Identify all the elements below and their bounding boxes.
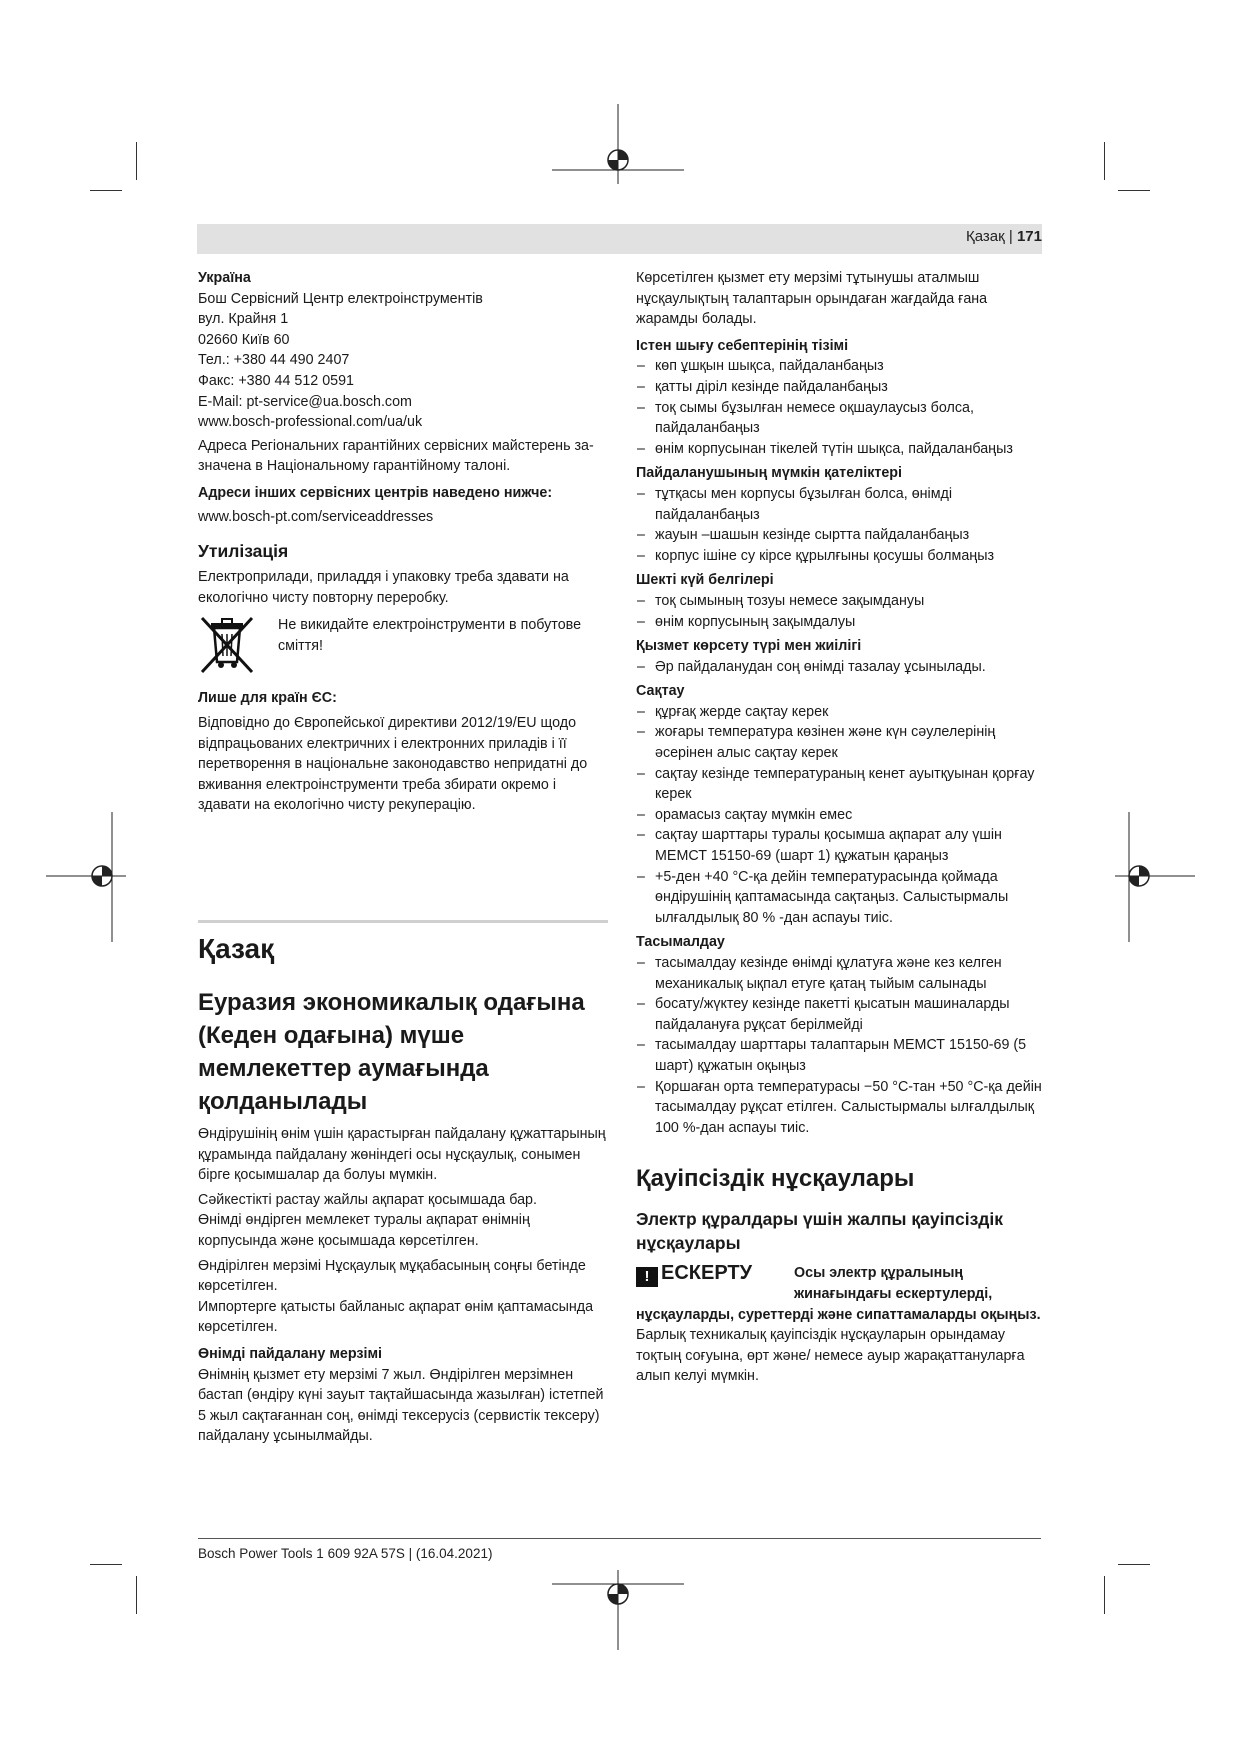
header-section: Қазақ [966,228,1005,245]
list-item: – орамасыз сақтау мүмкін емес [636,805,1046,826]
email-line: E-Mail: pt-service@ua.bosch.com [198,393,412,410]
list-item: – жоғары температура көзінен және күн сәулелерінің әсерінен алыс сақтау керек [636,722,1046,763]
disposal-title: Утилізація [198,541,289,562]
safety-title: Қауіпсіздік нұсқаулары [636,1165,915,1193]
ukraine-note: Адреса Регіональних гарантійних сервісних майстерень за- значена в Національному гарантійному талоні. [198,437,594,475]
list-item: – тоқ сымы бұзылған немесе оқшаулаусыз болса, пайдаланбаңыз [636,398,1046,439]
warning-bold-text: жинағындағы ескертулерді, [794,1285,993,1302]
list-item: – +5-ден +40 °C-қа дейін температурасында қоймада өндірушінің қаптамасында сақтаңыз. Салыстырмалы ылғалдылық 80 % -дан аспауы тиіс. [636,867,1046,929]
warning-text: Барлық техникалық қауіпсіздік нұсқауларын орындамау тоқтың соғуына, өрт және/ немесе ауыр жарақаттануларға алып келуі мүмкін. [636,1327,1025,1385]
list-item: – жауын –шашын кезінде сыртта пайдаланбаңыз [636,525,1046,546]
phone-line: Тел.: +380 44 490 2407 [198,352,350,369]
other-centers-url: www.bosch-pt.com/serviceaddresses [198,508,434,525]
limit-title: Шекті күй белгілері [636,572,774,589]
registration-mark-icon [46,812,126,942]
list-item: – Қоршаған орта температурасы −50 °C-тан +50 °C-қа дейін тасымалдау рұқсат етілген. Салыстырмалы ылғалдылық 100 %-дан аспауы тиіс. [636,1077,1046,1139]
eurasia-paragraph: Өнімді өндірген мемлекет туралы ақпарат өнімнің корпусында және қосымшада көрсетілген. [198,1212,530,1249]
footer-text: Bosch Power Tools 1 609 92A 57S | (16.04.2021) [198,1546,493,1561]
service-life-note: Көрсетілген қызмет ету мерзімі тұтынушы аталмыш нұсқаулықтың талаптарын орындаған жағдайда ғана жарамды болады. [636,270,988,328]
eurasia-title: Еуразия экономикалық одағына (Кеден одағына) мүше мемлекеттер аумағында қолданылады [198,989,585,1115]
eu-text: Відповідно до Європейської директиви 2012/19/EU щодо відпрацьованих електричних і електронних приладів і її перетворення в національне законодавство непридатні до вживання електроінструменти треба збирати окремо і здавати на екологічно чисту рекуперацію. [198,714,588,814]
ukraine-title: Україна [198,270,251,286]
list-item: – Әр пайдаланудан соң өнімді тазалау ұсынылады. [636,657,1046,678]
kazakh-title: Қазақ [198,933,275,964]
registration-mark-icon [552,1570,688,1650]
list-item: – тұтқасы мен корпусы бұзылған болса, өнімді пайдаланбаңыз [636,484,1046,525]
footer-rule [198,1538,1041,1539]
eurasia-paragraph: Импортерге қатысты байланыс ақпарат өнім қаптамасында көрсетілген. [198,1298,594,1336]
left-column-kazakh [198,932,610,1447]
disposal-text: Електроприлади, приладдя і упаковку треба здавати на екологічно чисту повторну переробку. [198,569,569,606]
failure-title: Істен шығу себептерінің тізімі [636,337,849,354]
left-column [198,268,608,816]
eu-title: Лише для країн ЄС: [198,690,337,707]
service-life-text: Өнімнің қызмет ету мерзімі 7 жыл. Өндірілген мерзімнен бастап (өндіру күні зауыт тақтайшасында жазылған) істетпей 5 жыл сақтағаннан соң, өнімді тексерусіз (сервистік тексеру) пайдалану ұсынылмайды. [198,1366,604,1445]
warning-label-text: ЕСКЕРТУ [661,1262,753,1285]
errors-title: Пайдаланушының мүмкін қателіктері [636,465,903,482]
section-divider [198,920,608,923]
registration-mark-icon [552,104,688,184]
address-line: вул. Крайня 1 [198,311,289,328]
address-line: 02660 Київ 60 [198,331,290,348]
transport-title: Тасымалдау [636,934,725,951]
list-item: – көп ұшқын шықса, пайдаланбаңыз [636,356,1046,377]
list-item: – өнім корпусының зақымдалуы [636,612,1046,633]
list-item: – құрғақ жерде сақтау керек [636,702,1046,723]
warning-label [636,1263,794,1287]
list-item: – тасымалдау шарттары талаптарын МЕМСТ 15150-69 (5 шарт) құжатын оқыңыз [636,1035,1046,1076]
service-life-title: Өнімді пайдалану мерзімі [198,1345,383,1362]
list-item: – босату/жүктеу кезінде пакетті қысатын машиналарды пайдалануға рұқсат берілмейді [636,994,1046,1035]
registration-mark-icon [1115,812,1195,942]
list-item: – тасымалдау кезінде өнімді құлатуға және кез келген механикалық ықпал етуге қатаң тыйым салынады [636,953,1046,994]
warning-bold-text: Осы электр құралының [794,1265,964,1282]
eurasia-paragraph: Өндірілген мерзімі Нұсқаулық мұқабасының соңғы бетінде көрсетілген. [198,1257,586,1295]
crossed-out-wheelie-bin-icon [198,614,256,676]
list-item: – өнім корпусынан тікелей түтін шықса, пайдаланбаңыз [636,439,1046,460]
running-header [966,228,1042,245]
list-item: – сақтау кезінде температураның кенет ауытқуынан қорғау керек [636,764,1046,805]
header-bar [197,224,1042,254]
eurasia-paragraph: Сәйкестікті растау жайлы ақпарат қосымшада бар. [198,1191,537,1208]
page-number: 171 [1016,228,1042,245]
address-line: Бош Сервісний Центр електроінструментів [198,290,483,307]
warning-body [636,1305,1046,1387]
bin-warning-text: Не викидайте електроінструменти в побутове сміття! [278,617,582,654]
storage-title: Сақтау [636,683,685,700]
list-item: – қатты діріл кезінде пайдаланбаңыз [636,377,1046,398]
website-line: www.bosch-professional.com/ua/uk [198,414,423,431]
list-item: – тоқ сымының тозуы немесе зақымдануы [636,591,1046,612]
list-item: – корпус ішіне су кірсе құрылғыны қосушы болмаңыз [636,546,1046,567]
maintenance-title: Қызмет көрсету түрі мен жиілігі [636,638,862,655]
eurasia-paragraph: Өндірушінің өнім үшін қарастырған пайдалану құжаттарының құрамында пайдалану жөніндегі осы нұсқаулық, сонымен бірге қосымшалар да болуы мүмкін. [198,1126,606,1184]
list-item: – сақтау шарттары туралы қосымша ақпарат алу үшін МЕМСТ 15150-69 (шарт 1) құжатын қараңыз [636,825,1046,866]
header-separator: | [1008,228,1013,245]
warning-bold-text: нұсқауларды, суреттерді және сипаттамаларды оқыңыз. [636,1306,1041,1323]
other-centers-title: Адреси інших сервісних центрів наведено нижче: [198,484,553,501]
fax-line: Факс: +380 44 512 0591 [198,372,355,389]
safety-subtitle: Электр құралдары үшін жалпы қауіпсіздік нұсқаулары [636,1209,1004,1254]
right-column [636,268,1046,1387]
warning-icon: ! [636,1267,658,1287]
